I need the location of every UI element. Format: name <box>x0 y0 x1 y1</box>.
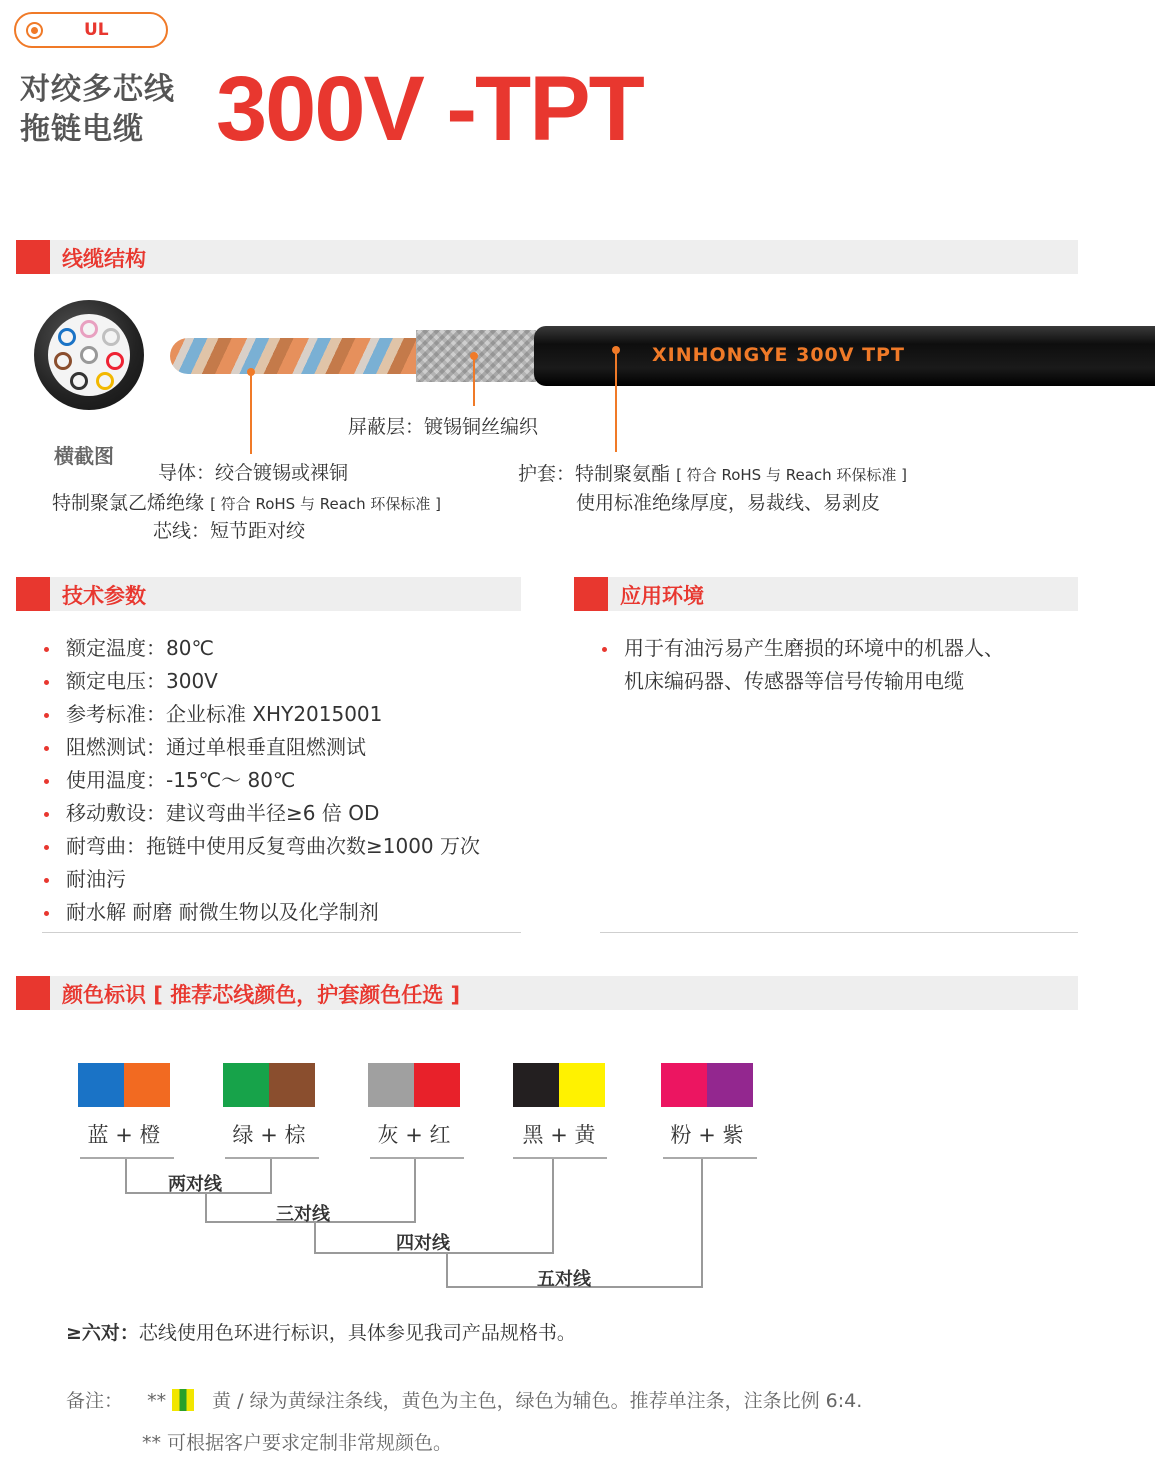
bracket-riser <box>552 1159 554 1224</box>
section-color-title: 颜色标识 [ 推荐芯线颜色，护套颜色任选 ] <box>62 983 461 1007</box>
list-item: 参考标准：企业标准 XHY2015001 <box>42 698 480 731</box>
tech-param-list <box>42 632 480 929</box>
swatch-gray <box>368 1063 414 1107</box>
leader-line <box>250 372 252 454</box>
list-item-continued: 机床编码器、传感器等信号传输用电缆 <box>624 669 964 693</box>
section-structure <box>16 240 1078 274</box>
pair-label-two: 两对线 <box>168 1174 222 1195</box>
badge-label: UL <box>84 20 109 40</box>
list-item: 额定温度：80℃ <box>42 632 480 665</box>
pair-label-five: 五对线 <box>537 1269 591 1290</box>
subtitle-line2: 拖链电缆 <box>20 112 144 147</box>
swatch-yellow <box>559 1063 605 1107</box>
color-pair-label: 绿 + 棕 <box>232 1123 306 1147</box>
swatch-blue <box>78 1063 124 1107</box>
page-title: 300V -TPT <box>216 58 643 160</box>
section-application <box>574 577 1078 611</box>
list-item: 耐水解 耐磨 耐微生物以及化学制剂 <box>42 896 480 929</box>
bracket-riser <box>414 1159 416 1195</box>
underline <box>370 1157 464 1159</box>
swatch-pink <box>661 1063 707 1107</box>
list-item: 用于有油污易产生磨损的环境中的机器人、 <box>600 632 1004 665</box>
bracket-riser <box>701 1159 703 1255</box>
swatch-black <box>513 1063 559 1107</box>
insulation-note: 特制聚氯乙烯绝缘 [ 符合 RoHS 与 Reach 环保标准 ] <box>52 492 442 514</box>
divider <box>600 932 1078 933</box>
shield-note: 屏蔽层：镀锡铜丝编织 <box>348 416 539 438</box>
six-pairs-note: ≥六对：芯线使用色环进行标识，具体参见我司产品规格书。 <box>66 1322 576 1344</box>
pair-label-three: 三对线 <box>276 1204 330 1225</box>
leader-line <box>615 350 617 452</box>
section-marker <box>16 240 50 274</box>
ul-badge <box>14 12 168 48</box>
cable-print-text: XINHONGYE 300V TPT <box>652 344 905 366</box>
circle-icon <box>26 22 43 39</box>
list-item: 额定电压：300V <box>42 665 480 698</box>
jacket-note-line2: 使用标准绝缘厚度，易裁线、易剥皮 <box>576 492 881 514</box>
color-pair-label: 灰 + 红 <box>377 1123 451 1147</box>
color-pair-label: 蓝 + 橙 <box>87 1123 161 1147</box>
swatch-brown <box>269 1063 315 1107</box>
remark-line2: ** 可根据客户要求定制非常规颜色。 <box>142 1432 453 1454</box>
list-item: 使用温度：-15℃～ 80℃ <box>42 764 480 797</box>
section-color <box>16 976 1078 1010</box>
section-marker <box>16 976 50 1010</box>
section-tech <box>16 577 521 611</box>
cross-section-label: 横截图 <box>54 444 114 468</box>
subtitle-line1: 对绞多芯线 <box>20 72 175 107</box>
jacket-note: 护套：特制聚氨酯 [ 符合 RoHS 与 Reach 环保标准 ] <box>518 463 908 485</box>
list-item: 耐弯曲：拖链中使用反复弯曲次数≥1000 万次 <box>42 830 480 863</box>
remark-line1: 备注： ** 黄 / 绿为黄绿注条线，黄色为主色，绿色为辅色。推荐单注条，注条比例 6:4. <box>66 1390 863 1412</box>
section-structure-title: 线缆结构 <box>62 247 146 271</box>
underline <box>513 1157 607 1159</box>
yellow-green-stripe-icon <box>172 1389 194 1411</box>
swatch-orange <box>124 1063 170 1107</box>
section-marker <box>16 577 50 611</box>
swatch-purple <box>707 1063 753 1107</box>
cross-section-image <box>34 300 144 410</box>
core-note: 芯线：短节距对绞 <box>153 520 306 542</box>
section-tech-title: 技术参数 <box>62 584 146 608</box>
leader-line <box>473 356 475 406</box>
section-application-title: 应用环境 <box>620 584 704 608</box>
swatch-red <box>414 1063 460 1107</box>
list-item: 阻燃测试：通过单根垂直阻燃测试 <box>42 731 480 764</box>
application-list <box>600 632 1004 698</box>
swatch-green <box>223 1063 269 1107</box>
list-item: 移动敷设：建议弯曲半径≥6 倍 OD <box>42 797 480 830</box>
conductor-note: 导体：绞合镀锡或裸铜 <box>158 462 349 484</box>
section-marker <box>574 577 608 611</box>
pair-label-four: 四对线 <box>396 1233 450 1254</box>
list-item: 耐油污 <box>42 863 480 896</box>
divider <box>42 932 521 933</box>
color-pair-label: 粉 + 紫 <box>670 1123 744 1147</box>
underline <box>663 1157 757 1159</box>
color-pair-label: 黑 + 黄 <box>522 1123 596 1147</box>
